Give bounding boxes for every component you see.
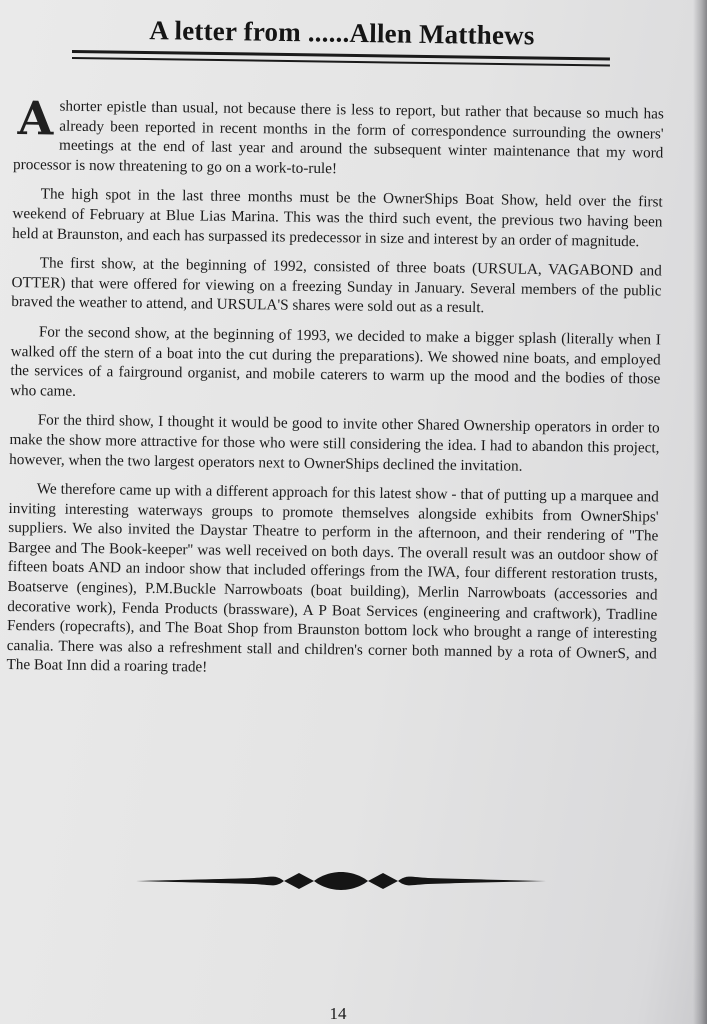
book-spine-shadow [693,0,707,1024]
paragraph-text: shorter epistle than usual, not because there is less to report, but rather that because so much has already been reported in recent months in the form of correspondence surrounding the owners' meetings at the end of last year and around the subsequent winter maintenance that my word processor is now threatening to go on a work-to-rule! [12,97,664,178]
paragraph-6: We therefore came up with a different approach for this latest show - that of putting up a marquee and inviting interesting waterways groups to promote themselves alongside exhibits from OwnerShips' suppliers. We also invited the Daystar Theatre to perform in the afternoon, and their rendering of ''The Bargee and The Book-keeper'' was well received on both days. The overall result was an outdoor show of fifteen boats AND an indoor show that included offerings from the IWA, four different restoration trusts, Boatserve (engines), P.M.Buckle Narrowboats (boat building), Merlin Narrowboats (accessories and decorative work), Fenda Products (brassware), A P Boat Services (engineering and craftwork), Tradline Fenders (ropecrafts), and The Boat Shop from Braunston bottom lock who brought a range of interesting canalia. There was also a refreshment stall and children's corner both manned by a rota of OwnerS, and The Boat Inn did a roaring trade! [6,480,659,677]
article-title: A letter from ......Allen Matthews [149,15,535,51]
letter-body [6,91,664,693]
paragraph-5: For the third show, I thought it would be good to invite other Shared Ownership operators in order to make the show more attractive for those who were still considering the idea. I had to abandon this project, however, when the two largest operators next to OwnerShips declined the invitation. [9,411,660,475]
paragraph-3: The first show, at the beginning of 1992, consisted of three boats (URSULA, VAGABOND and OTTER) that were offered for viewing on a freezing Sunday in January. Several members of the public braved the weather to attend, and URSULA'S shares were sold out as a result. [11,254,662,317]
decorative-divider-icon [134,866,548,896]
paragraph-2: The high spot in the last three months must be the OwnerShips Boat Show, held over the first weekend of February at Blue Lias Marina. This was the third such event, the previous two having been held at Braunston, and each has surpassed its predecessor in size and interest by an order of magnitude. [12,185,663,250]
drop-cap: A [17,91,54,146]
page-number: 14 [329,1004,347,1023]
paragraph-1 [12,91,664,183]
paragraph-4: For the second show, at the beginning of 1993, we decided to make a bigger splash (literally when I walked off the stern of a boat into the cut during the preparations). We showed nine boats, and employed the services of a fairground organist, and mobile caterers to warm up the mood and the bodies of those who came. [10,323,661,400]
